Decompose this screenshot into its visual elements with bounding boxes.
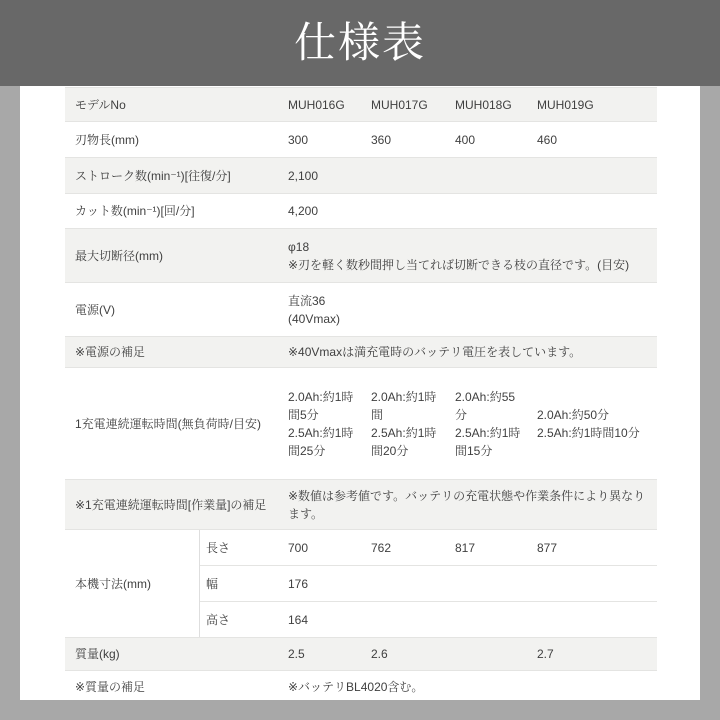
- power-note-value: ※40Vmaxは満充電時のバッテリ電圧を表しています。: [288, 345, 582, 359]
- row-strokes-label: ストローク数(min⁻¹)[往復/分]: [75, 168, 231, 183]
- row-model-label: モデルNo: [75, 97, 126, 112]
- blade-length-value-2: 360: [371, 132, 392, 147]
- runtime-cell-1: [288, 388, 371, 460]
- row-power-note: [65, 337, 657, 368]
- blade-length-value-4: 460: [537, 132, 558, 147]
- length-value-3: 817: [455, 540, 476, 555]
- width-value-1: 176: [288, 576, 309, 591]
- row-runtime-note-label: ※1充電連続運転時間[作業量]の補足: [75, 497, 267, 512]
- power-line-2: (40Vmax): [288, 311, 341, 326]
- runtime-cell-3: [455, 388, 537, 460]
- row-power-label: 電源(V): [75, 302, 115, 317]
- row-dimensions: [65, 530, 657, 638]
- model-value-3: MUH018G: [455, 97, 512, 112]
- page-background: [0, 86, 720, 720]
- row-cuts-label: カット数(min⁻¹)[回/分]: [75, 204, 195, 218]
- dimensions-subrows: [200, 530, 657, 637]
- max-cut-dia-line-2: ※刃を軽く数秒間押し当てれば切断できる枝の直径です。(目安): [288, 257, 630, 272]
- max-cut-dia-line-1: φ18: [288, 239, 310, 254]
- strokes-value: 2,100: [288, 168, 319, 183]
- row-runtime: [65, 368, 657, 480]
- row-max-cut-dia-label: 最大切断径(mm): [75, 248, 163, 263]
- weight-note-value: ※バッテリBL4020含む。: [288, 680, 424, 694]
- dimensions-length-label: 長さ: [206, 540, 231, 555]
- length-value-1: 700: [288, 540, 309, 555]
- row-runtime-label: 1充電連続運転時間(無負荷時/目安): [75, 416, 262, 431]
- weight-value-2: 2.6: [371, 647, 388, 661]
- row-weight: [65, 638, 657, 671]
- max-cut-dia-value: [288, 238, 657, 274]
- row-dimensions-label: 本機寸法(mm): [65, 530, 200, 637]
- height-value-1: 164: [288, 612, 309, 627]
- power-value: [288, 292, 657, 328]
- cuts-value: 4,200: [288, 204, 319, 218]
- row-strokes: [65, 158, 657, 194]
- runtime-cell-3-line-1: 2.0Ah:約55分: [455, 389, 516, 422]
- runtime-cell-1-line-2: 2.5Ah:約1時間25分: [288, 425, 354, 458]
- dimensions-row-width: [200, 566, 657, 602]
- runtime-cell-1-line-1: 2.0Ah:約1時間5分: [288, 389, 354, 422]
- dimensions-height-label: 高さ: [206, 612, 231, 627]
- spec-table: [65, 87, 657, 703]
- length-value-2: 762: [371, 540, 392, 555]
- runtime-cell-2-line-1: 2.0Ah:約1時間: [371, 389, 437, 422]
- weight-value-1: 2.5: [288, 647, 305, 661]
- runtime-note-value: ※数値は参考値です。バッテリの充電状態や作業条件により異なります。: [288, 488, 646, 521]
- runtime-cell-4-line-1: 2.0Ah:約50分: [537, 407, 610, 422]
- dimensions-row-length: [200, 530, 657, 566]
- dimensions-width-label: 幅: [206, 576, 219, 591]
- runtime-cell-2: [371, 388, 455, 460]
- blade-length-value-3: 400: [455, 132, 476, 147]
- row-cuts: [65, 194, 657, 229]
- row-max-cut-dia: [65, 229, 657, 283]
- page-title: 仕様表: [293, 19, 426, 66]
- length-value-4: 877: [537, 540, 558, 555]
- power-line-1: 直流36: [288, 293, 326, 308]
- row-blade-length: [65, 122, 657, 158]
- row-power-note-label: ※電源の補足: [75, 345, 146, 359]
- row-power: [65, 283, 657, 337]
- blade-length-value-1: 300: [288, 132, 309, 147]
- row-blade-length-label: 刃物長(mm): [75, 132, 139, 147]
- row-weight-note-label: ※質量の補足: [75, 680, 146, 694]
- runtime-cell-2-line-2: 2.5Ah:約1時間20分: [371, 425, 437, 458]
- row-weight-label: 質量(kg): [75, 647, 120, 661]
- spec-card: [20, 86, 700, 700]
- row-runtime-note: [65, 480, 657, 530]
- runtime-cell-4: [537, 406, 657, 442]
- model-value-4: MUH019G: [537, 97, 594, 112]
- model-value-2: MUH017G: [371, 97, 428, 112]
- runtime-cell-3-line-2: 2.5Ah:約1時間15分: [455, 425, 521, 458]
- dimensions-row-height: [200, 602, 657, 637]
- row-model: [65, 88, 657, 122]
- model-value-1: MUH016G: [288, 97, 345, 112]
- title-banner: [0, 0, 720, 86]
- row-weight-note: [65, 671, 657, 703]
- weight-value-4: 2.7: [537, 647, 554, 661]
- runtime-cell-4-line-2: 2.5Ah:約1時間10分: [537, 425, 640, 440]
